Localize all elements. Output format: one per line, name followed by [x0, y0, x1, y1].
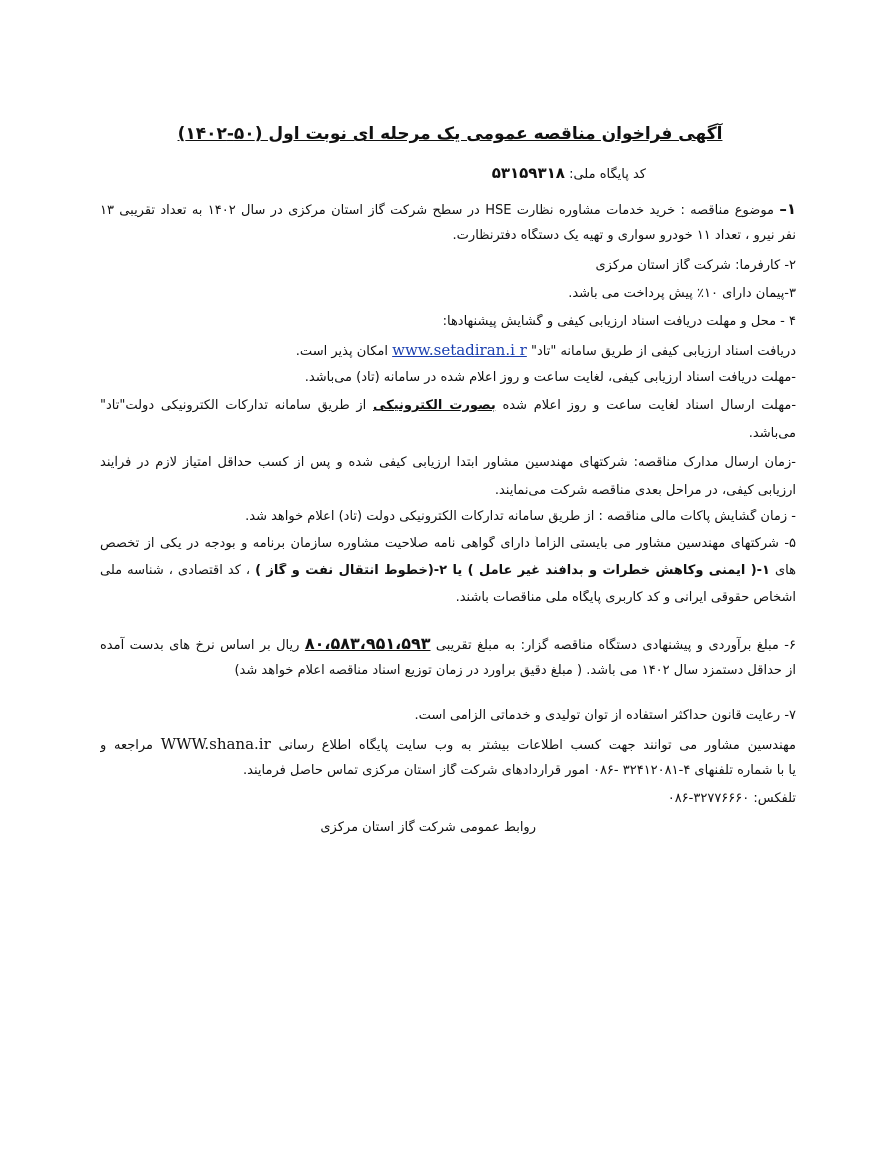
phone-line: یا با شماره تلفنهای ۴-۳۲۴۱۲۰۸۱ -۰۸۶ امور قراردادهای شرکت گاز استان مرکزی تماس حاصل فرمایند. [243, 763, 796, 778]
receive-documents-line: دریافت اسناد ارزیابی کیفی از طریق سامانه "تاد" www.setadiran.i r امکان پذیر است. [295, 341, 796, 359]
setadiran-link[interactable]: www.setadiran.i r [392, 341, 527, 359]
documents-heading: ۴ - محل و مهلت دریافت اسناد ارزیابی کیفی و گشایش پیشنهادها: [442, 314, 796, 329]
estimate-line-1: ۶- مبلغ برآوردی و پیشنهادی دستگاه مناقصه گزار: به مبلغ تقریبی ۸۰،۵۸۳،۹۵۱،۵۹۳ ریال بر اساس نرخ های بدست آمده [100, 634, 796, 653]
evaluation-line-1: -زمان ارسال مدارک مناقصه: شرکتهای مهندسین مشاور ابتدا ارزیابی کیفی شده و پس از کسب حداقل امتیاز لازم در فرآیند [100, 455, 796, 470]
subject-line-1: ۱– موضوع مناقصه : خرید خدمات مشاوره نظارت HSE در سطح شرکت گاز استان مرکزی در سال ۱۴۰۲ به تعداد تقریبی ۱۳ [100, 200, 796, 218]
evaluation-line-2: ارزیابی کیفی، در مراحل بعدی مناقصه شرکت می‌نمایند. [494, 483, 796, 498]
domestic-production-line: ۷- رعایت قانون حداکثر استفاده از توان تولیدی و خدماتی الزامی است. [414, 708, 796, 723]
qualification-line-3: اشخاص حقوقی ایرانی و کد کاربری پایگاه ملی مناقصات باشند. [455, 590, 796, 605]
subject-line-2: نفر نیرو ، تعداد ۱۱ خودرو سواری و تهیه یک دستگاه دفترنظارت. [452, 228, 796, 243]
item-number-1: ۱– [779, 200, 796, 218]
receive-deadline-line: -مهلت دریافت اسناد ارزیابی کیفی، لغایت ساعت و روز اعلام شده در سامانه (تاد) می‌باشد. [304, 370, 796, 385]
opening-line: - زمان گشایش پاکات مالی مناقصه : از طریق سامانه تدارکات الکترونیکی دولت (تاد) اعلام خواهد شد. [245, 509, 796, 524]
qualification-line-2: های ۱-( ایمنی وکاهش خطرات و بدافند غیر عامل ) یا ۲-(خطوط انتقال نفت و گاز ) ، کد اقتصادی ، شناسه ملی [100, 563, 796, 578]
base-code: کد پایگاه ملی: ۵۳۱۵۹۳۱۸ [491, 164, 646, 182]
signature: روابط عمومی شرکت گاز استان مرکزی [320, 820, 536, 835]
send-deadline-line: -مهلت ارسال اسناد لغایت ساعت و روز اعلام شده بصورت الکترونیکی از طریق سامانه تدارکات الکترونیکی دولت"تاد" [100, 398, 796, 413]
shana-website: WWW.shana.ir [160, 735, 271, 753]
qualification-line-1: ۵- شرکتهای مهندسین مشاور می بایستی الزاماً دارای گواهی نامه صلاحیت مشاوره سازمان برنامه و بودجه در یکی از تخصص [100, 536, 796, 551]
prepayment-line: ۳-پیمان دارای ۱۰٪ پیش پرداخت می باشد. [568, 286, 796, 301]
estimate-amount: ۸۰،۵۸۳،۹۵۱،۵۹۳ [304, 634, 431, 653]
info-line: مهندسین مشاور می توانند جهت کسب اطلاعات بیشتر به وب سایت پایگاه اطلاع رسانی WWW.shana.ir مراجعه و [100, 735, 796, 753]
fax-line: تلفکس: ۳۲۷۷۶۶۶۰-۰۸۶ [667, 791, 796, 806]
specialties: ۱-( ایمنی وکاهش خطرات و بدافند غیر عامل ) یا ۲-(خطوط انتقال نفت و گاز ) [255, 563, 770, 578]
electronic-emphasis: بصورت الکترونیکی [373, 398, 496, 413]
base-code-value: ۵۳۱۵۹۳۱۸ [491, 164, 565, 182]
page-title: آگهی فراخوان مناقصه عمومی یک مرحله ای نوبت اول (۵۰-۱۴۰۲) [177, 124, 723, 144]
send-deadline-end: می‌باشد. [748, 426, 796, 441]
estimate-line-2: از حداقل دستمزد سال ۱۴۰۲ می باشد. ( مبلغ دقیق برآورد در زمان توزیع اسناد مناقصه اعلام خواهد شد) [234, 663, 796, 678]
employer-line: ۲- کارفرما: شرکت گاز استان مرکزی [595, 258, 796, 273]
